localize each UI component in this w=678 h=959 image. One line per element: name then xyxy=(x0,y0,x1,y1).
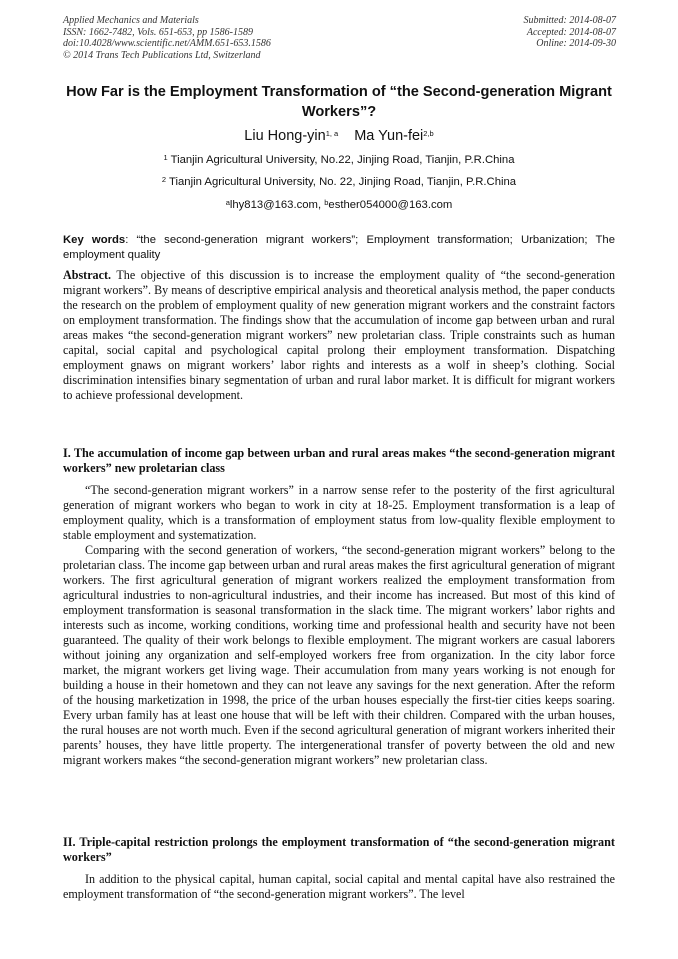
affiliation-1-text: Tianjin Agricultural University, No.22, Jinjing Road, Tianjin, P.R.China xyxy=(170,154,515,166)
journal-name: Applied Mechanics and Materials xyxy=(63,15,199,26)
author-2-name: Ma Yun-fei xyxy=(354,128,424,144)
affiliation-2-text: Tianjin Agricultural University, No. 22, Jinjing Road, Tianjin, P.R.China xyxy=(169,176,517,188)
author-line xyxy=(63,126,615,146)
author-emails xyxy=(63,198,615,212)
email-b-text: esther054000@163.com xyxy=(328,199,453,211)
abstract-block xyxy=(63,268,615,403)
online-date: Online: 2014-09-30 xyxy=(536,38,616,50)
author-2-superscript: 2,b xyxy=(423,129,434,138)
section-1-body xyxy=(63,483,615,768)
issn-line: ISSN: 1662-7482, Vols. 651-653, pp 1586-1589 xyxy=(63,26,253,38)
affiliation-2 xyxy=(63,175,615,189)
keywords-block xyxy=(63,233,615,263)
email-a-text: lhy813@163.com, xyxy=(229,199,325,211)
email-a-superscript: a xyxy=(225,198,230,207)
section-1-paragraph-1: “The second-generation migrant workers” in a narrow sense refer to the posterity of the first agricultural generation of migrant workers who began to work in city at 18-25. Employment transformation is a leap of employment quality, which is a transformation of employment status from low-quality flexible employment to stable employment and systematization. xyxy=(63,483,615,542)
keywords-label: Key words xyxy=(63,234,126,246)
doi-line: doi:10.4028/www.scientific.net/AMM.651-653.1586 xyxy=(63,38,271,50)
journal-header xyxy=(63,15,271,61)
abstract-label: Abstract. xyxy=(63,268,112,282)
section-2-paragraph-1: In addition to the physical capital, human capital, social capital and mental capital have also restrained the employment transformation of “the second-generation migrant workers”. The level xyxy=(63,872,615,901)
dates-header xyxy=(524,15,617,50)
section-2-heading: II. Triple-capital restriction prolongs the employment transformation of “the second-generation migrant workers” xyxy=(63,835,615,864)
accepted-date: Accepted: 2014-08-07 xyxy=(526,26,616,38)
abstract-text: The objective of this discussion is to increase the employment quality of “the second-generation migrant workers”. By means of descriptive empirical analysis and theoretical analysis method, the paper conducts the research on the problem of employment quality of new generation migrant workers and the constraint factors on employment transformation. The findings show that the accumulation of income gap between urban and rural areas makes “the second-generation migrant workers” new proletarian class. Triple constraints such as human capital, social capital and psychological capital prolong their employment transformation. Dispatching employment gnaws on migrant workers’ labor rights and interests as a wolf in sheep’s clothing. Social discrimination intensifies binary segmentation of urban and rural labor market. It is difficult for migrant workers to achieve professional development. xyxy=(63,268,615,402)
section-2-body xyxy=(63,872,615,902)
affiliation-1-superscript: 1 xyxy=(163,153,168,162)
affiliation-2-superscript: 2 xyxy=(161,175,167,184)
section-1-paragraph-2: Comparing with the second generation of workers, “the second-generation migrant workers” belong to the proletarian class. The income gap between urban and rural areas makes the first agricultural generation of migrant workers. The first agricultural generation of migrant workers realized the employment transformation from agricultural industries to non-agricultural industries, and their income has increased. But most of this kind of employment transformation is seasonal transformation in the slack time. The migrant workers’ labor rights and interests such as income, working conditions, working time and professional health and security have not been guaranteed. The quality of their work belongs to flexible employment. The migrant workers are casual laborers without joining any organization and self-employed workers free from organization. In the city labor force market, the migrant workers get living wage. Their accumulation from many years working is not enough for building a house in their hometown and they can not leave any savings for the next generation. After the reform of the housing marketization in 1998, the price of the urban houses especially the first-tier cities keeps soaring. Every urban family has at least one house that will be left with their children. Compared with the urban houses, the rural houses are not worth much. Even if the second agricultural generation of migrant workers inherited their parents’ houses, they have little property. The intergenerational transfer of poverty between the old and new migrant workers makes “the second-generation migrant workers” new proletarian class. xyxy=(63,543,615,767)
copyright-line: © 2014 Trans Tech Publications Ltd, Switzerland xyxy=(63,49,261,61)
section-1-heading: I. The accumulation of income gap between urban and rural areas makes “the second-generation migrant workers” new proletarian class xyxy=(63,446,615,475)
author-1-name: Liu Hong-yin xyxy=(244,128,326,144)
paper-title: How Far is the Employment Transformation of “the Second-generation Migrant Workers”? xyxy=(66,84,612,120)
author-1-superscript: 1, a xyxy=(325,129,339,138)
keywords-text: : “the second-generation migrant workers”; Employment transformation; Urbanization; The employment quality xyxy=(63,234,615,261)
submitted-date: Submitted: 2014-08-07 xyxy=(523,15,616,26)
email-b-superscript: b xyxy=(324,198,329,207)
affiliation-1 xyxy=(63,153,615,167)
